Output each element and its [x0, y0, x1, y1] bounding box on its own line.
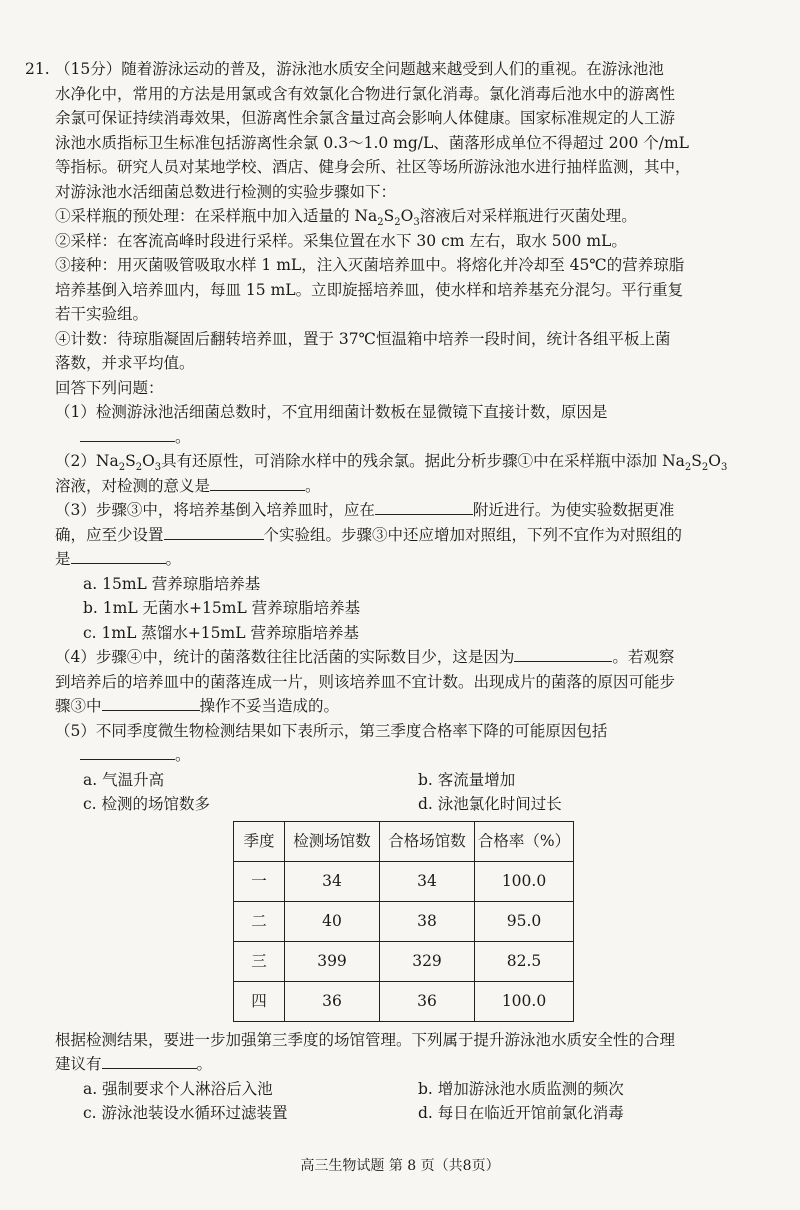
step-2: ②采样：在客流高峰时段进行采样。采集位置在水下 30 cm 左右，取水 500 mL。	[55, 231, 627, 250]
option-d: d. 每日在临近开馆前氯化消毒	[418, 1104, 624, 1122]
table-cell: 95.0	[475, 901, 574, 941]
table-cell: 36	[380, 981, 475, 1021]
answer-blank[interactable]	[80, 425, 175, 442]
intro-line: 余氯可保证持续消毒效果，但游离性余氯含量过高会影响人体健康。国家标准规定的人工游	[55, 109, 676, 127]
sub-question-4: （4）步骤④中，统计的菌落数往往比活菌的实际数目少，这是因为 。若观察	[55, 645, 765, 670]
table-cell: 100.0	[475, 981, 574, 1021]
table-cell: 34	[285, 861, 380, 901]
intro-line: 泳池水质指标卫生标准包括游离性余氯 0.3～1.0 mg/L、菌落形成单位不得超过 200 个/mL	[55, 133, 689, 152]
table-cell: 36	[285, 981, 380, 1021]
sub-question-2-line2: 溶液，对检测的意义是 。	[55, 474, 765, 499]
table-cell: 82.5	[475, 941, 574, 981]
answer-line-5: 。	[55, 743, 765, 768]
option-a: a. 气温升高	[83, 770, 165, 789]
option-c: c. 1mL 蒸馏水+15mL 营养琼脂培养基	[83, 623, 359, 642]
table-row	[234, 861, 574, 901]
results-table	[233, 821, 574, 1022]
question-number: 21.	[25, 60, 50, 78]
option-c: c. 检测的场馆数多	[83, 795, 211, 813]
sub-question-3-line2: 确，应至少设置 个实验组。步骤③中还应增加对照组，下列不宜作为对照组的	[55, 523, 765, 548]
page-footer: 高三生物试题 第 8 页（共8页）	[300, 1158, 500, 1174]
table-cell: 38	[380, 901, 475, 941]
answer-line-1: 。	[55, 425, 765, 450]
table-row	[234, 901, 574, 941]
option-d: d. 泳池氯化时间过长	[418, 795, 562, 813]
table-header: 合格场馆数	[380, 821, 475, 861]
answer-blank[interactable]	[164, 523, 264, 540]
table-header: 季度	[234, 821, 285, 861]
table-cell: 四	[234, 981, 285, 1021]
answer-blank[interactable]	[375, 498, 473, 515]
option-c: c. 游泳池装设水循环过滤装置	[83, 1104, 288, 1122]
step-3: 若干实验组。	[55, 305, 149, 323]
answer-blank[interactable]	[102, 694, 200, 711]
option-a: a. 15mL 营养琼脂培养基	[83, 574, 261, 593]
intro-line: 对游泳池水活细菌总数进行检测的实验步骤如下：	[55, 182, 397, 201]
table-cell: 100.0	[475, 861, 574, 901]
answer-prompt: 回答下列问题：	[55, 378, 164, 397]
table-header-row	[234, 821, 574, 861]
sub-question-3: （3）步骤③中，将培养基倒入培养皿时，应在 附近进行。为使实验数据更准	[55, 498, 765, 523]
sub-question-1: （1）检测游泳池活细菌总数时，不宜用细菌计数板在显微镜下直接计数，原因是	[55, 403, 608, 421]
table-cell: 329	[380, 941, 475, 981]
sub-question-5: （5）不同季度微生物检测结果如下表所示，第三季度合格率下降的可能原因包括	[55, 721, 608, 740]
answer-blank[interactable]	[80, 743, 175, 760]
intro-line: 21. （15分）随着游泳运动的普及，游泳池水质安全问题越来越受到人们的重视。在游泳池池	[55, 57, 765, 82]
sub-question-2: $(2)Na_2S_2O_3$具有还原性，可消除水样中的残余氯。据此分析步骤①中在采样瓶中添加 $Na_2S_2O_3$	[55, 452, 728, 474]
option-b: b. 1mL 无菌水+15mL 营养琼脂培养基	[83, 599, 361, 617]
step-4: 落数，并求平均值。	[55, 354, 195, 372]
sub-question-4-line2: 到培养后的培养皿中的菌落连成一片，则该培养皿不宜计数。出现成片的菌落的原因可能步	[55, 672, 676, 691]
options-row	[55, 792, 765, 817]
step-3: 培养基倒入培养皿内，每皿 15 mL。立即旋摇培养皿，使水样和培养基充分混匀。平行重复	[55, 280, 684, 299]
table-cell: 40	[285, 901, 380, 941]
table-header: 检测场馆数	[285, 821, 380, 861]
table-row	[234, 981, 574, 1021]
step-4: ④计数：待琼脂凝固后翻转培养皿，置于 37℃恒温箱中培养一段时间，统计各组平板上菌	[55, 329, 671, 348]
intro-line: 水净化中，常用的方法是用氯或含有效氯化合物进行氯化消毒。氯化消毒后池水中的游离性	[55, 84, 676, 103]
table-cell: 二	[234, 901, 285, 941]
table-cell: 34	[380, 861, 475, 901]
sub-question-4-line3: 骤③中 操作不妥当造成的。	[55, 694, 765, 719]
answer-blank[interactable]	[102, 1052, 197, 1069]
table-cell: 三	[234, 941, 285, 981]
options-row	[55, 768, 765, 793]
answer-blank[interactable]	[71, 547, 166, 564]
sub-question-3-line3: 是 。	[55, 547, 765, 572]
option-b: b. 增加游泳池水质监测的频次	[418, 1079, 624, 1098]
option-b: b. 客流量增加	[418, 770, 516, 789]
options-row	[55, 1101, 765, 1126]
option-a: a. 强制要求个人淋浴后入池	[83, 1079, 273, 1098]
question-body	[25, 57, 765, 1126]
table-cell: 一	[234, 861, 285, 901]
sub-question-6: 根据检测结果，要进一步加强第三季度的场馆管理。下列属于提升游泳池水质安全性的合理	[55, 1030, 676, 1049]
intro-line: 等指标。研究人员对某地学校、酒店、健身会所、社区等场所游泳池水进行抽样监测，其中，	[55, 158, 691, 176]
sub-question-6-line2: 建议有 。	[55, 1052, 765, 1077]
options-row	[55, 1077, 765, 1102]
answer-blank[interactable]	[210, 474, 305, 491]
answer-blank[interactable]	[514, 645, 612, 662]
step-1: ①采样瓶的预处理：在采样瓶中加入适量的 $Na_2S_2O_3$溶液后对采样瓶进行灭菌处理。	[55, 207, 637, 229]
table-row	[234, 941, 574, 981]
step-3: ③接种：用灭菌吸管吸取水样 1 mL，注入灭菌培养皿中。将熔化并冷却至 45℃的营养琼脂	[55, 256, 685, 274]
table-cell: 399	[285, 941, 380, 981]
table-header: 合格率（%）	[475, 821, 574, 861]
